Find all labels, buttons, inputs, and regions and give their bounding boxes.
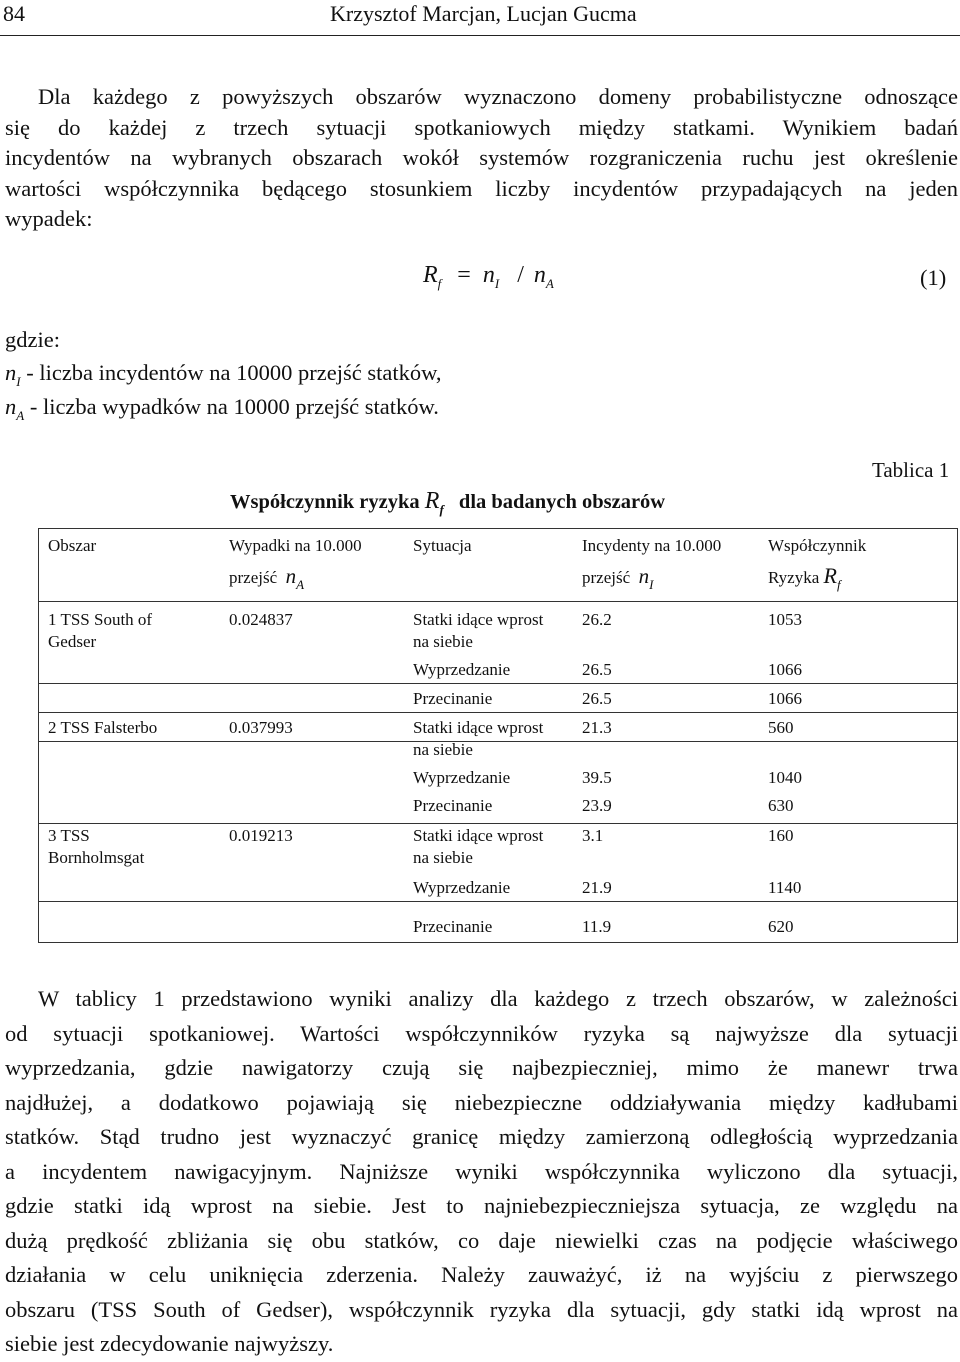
definition-item: $n_I$ - liczba incydentów na 10000 przejść statków, xyxy=(5,360,442,389)
area-cell: 3 TSS Bornholmsgat xyxy=(48,826,145,867)
closing-line: W tablicy 1 przedstawiono wyniki analizy dla każdego z trzech obszarów, w zależności xyxy=(38,986,958,1011)
closing-line: od sytuacji spotkaniowej. Wartości współczynników ryzyka są najwyższe dla sytuacji xyxy=(5,1020,958,1046)
col-header-area: Obszar xyxy=(48,536,97,555)
definition-item: $n_A$ - liczba wypadków na 10000 przejść statków. xyxy=(5,394,439,423)
closing-line: a incydentem nawigacyjnym. Najniższe wyniki współczynnika wyliczono dla sytuacji, xyxy=(5,1158,958,1184)
situation-cell: Wyprzedzanie xyxy=(413,768,511,787)
situation-cell: Przecinanie xyxy=(413,917,493,936)
eq-slash: / xyxy=(517,262,524,288)
equation-1 xyxy=(423,262,554,289)
closing-line: dużą prędkość zbliżania się obu statków, co daje niewielki czas na podjęcie właściwego xyxy=(5,1227,958,1253)
intro-line: incydentów na wybranych obszarach wokół systemów rozgraniczenia ruchu jest określenie xyxy=(5,145,958,170)
table-rule xyxy=(39,683,957,684)
coefficient-cell: 620 xyxy=(768,917,794,936)
eq-symbol-n: n xyxy=(533,262,546,288)
table-title: Współczynnik ryzyka $R_f$ dla badanych obszarów xyxy=(230,488,666,517)
coefficient-cell: 1066 xyxy=(768,689,802,708)
closing-line: działania w celu uniknięcia zderzenia. Należy zauważyć, iż na wyjściu z pierwszego xyxy=(5,1262,958,1287)
intro-line: wartości współczynnika będącego stosunkiem liczby incydentów przypadających na jeden xyxy=(5,175,958,201)
table-rule xyxy=(39,601,957,602)
eq-equals: = xyxy=(457,262,471,288)
closing-line: najdłużej, a dodatkowo pojawiają się niebezpieczne oddziaływania między kadłubami xyxy=(5,1089,958,1115)
accidents-cell: 0.037993 xyxy=(229,718,293,737)
closing-line: gdzie statki idą wprost na siebie. Jest to najniebezpieczniejsza sytuacja, ze względu na xyxy=(5,1193,958,1218)
incidents-cell: 21.3 xyxy=(582,718,612,737)
incidents-cell: 39.5 xyxy=(582,768,612,787)
col-header-accidents: Wypadki na 10.000 przejść $n_A$ xyxy=(229,536,362,592)
incidents-cell: 21.9 xyxy=(582,878,612,897)
situation-cell: Statki idące wprost na siebie xyxy=(413,718,544,759)
area-cell: 2 TSS Falsterbo xyxy=(48,718,158,737)
col-header-coefficient: Współczynnik Ryzyka $R_f$ xyxy=(768,536,867,592)
col-header-incidents: Incydenty na 10.000 przejść $n_I$ xyxy=(582,536,722,592)
table-rule xyxy=(39,901,957,902)
coefficient-cell: 1140 xyxy=(768,878,802,897)
running-header-authors: Krzysztof Marcjan, Lucjan Gucma xyxy=(330,1,637,26)
incidents-cell: 3.1 xyxy=(582,826,604,845)
situation-cell: Przecinanie xyxy=(413,796,493,815)
closing-line: siebie jest zdecydowanie najwyższy. xyxy=(5,1331,334,1356)
closing-line: obszaru (TSS South of Gedser), współczynnik ryzyka dla sytuacji, gdy statki idą wprost na xyxy=(5,1296,958,1322)
closing-line: statków. Stąd trudno jest wyznaczyć granicę między zamierzoną odległością wyprzedzania xyxy=(5,1124,958,1149)
intro-line: Dla każdego z powyższych obszarów wyznaczono domeny probabilistyczne odnoszące xyxy=(38,84,958,109)
closing-line: wyprzedzania, gdzie nawigatorzy czują się najbezpieczniej, mimo że manewr trwa xyxy=(5,1055,958,1080)
header-rule xyxy=(0,35,960,36)
equation-number: (1) xyxy=(920,265,947,290)
eq-sub-f: f xyxy=(437,276,442,291)
coefficient-cell: 1053 xyxy=(768,610,802,629)
area-cell: 1 TSS South of Gedser xyxy=(48,610,153,651)
eq-symbol-r: R xyxy=(423,262,438,288)
incidents-cell: 23.9 xyxy=(582,796,612,815)
intro-line: wypadek: xyxy=(5,206,93,231)
intro-paragraph xyxy=(5,82,958,235)
incidents-cell: 26.5 xyxy=(582,660,612,679)
situation-cell: Statki idące wprost na siebie xyxy=(413,610,544,651)
incidents-cell: 26.5 xyxy=(582,689,612,708)
col-header-situation: Sytuacja xyxy=(413,536,472,555)
closing-paragraph xyxy=(5,982,958,1362)
incidents-cell: 11.9 xyxy=(582,917,612,936)
intro-line: się do każdej z trzech sytuacji spotkaniowych między statkami. Wynikiem badań xyxy=(5,114,958,140)
page-number: 84 xyxy=(3,1,25,26)
coefficient-cell: 160 xyxy=(768,826,794,845)
table-label: Tablica 1 xyxy=(872,458,950,482)
situation-cell: Wyprzedzanie xyxy=(413,660,511,679)
eq-sub-i: I xyxy=(494,276,500,291)
definitions-where: gdzie: xyxy=(5,327,60,352)
eq-symbol-n: n xyxy=(482,262,495,288)
coefficient-cell: 630 xyxy=(768,796,794,815)
risk-table xyxy=(38,528,958,943)
accidents-cell: 0.019213 xyxy=(229,826,293,845)
coefficient-cell: 560 xyxy=(768,718,794,737)
situation-cell: Statki idące wprost na siebie xyxy=(413,826,544,867)
table-rule xyxy=(39,712,957,713)
accidents-cell: 0.024837 xyxy=(229,610,293,629)
incidents-cell: 26.2 xyxy=(582,610,612,629)
coefficient-cell: 1040 xyxy=(768,768,802,787)
situation-cell: Wyprzedzanie xyxy=(413,878,511,897)
eq-sub-a: A xyxy=(545,276,554,291)
situation-cell: Przecinanie xyxy=(413,689,493,708)
table-rule xyxy=(39,823,957,824)
coefficient-cell: 1066 xyxy=(768,660,802,679)
